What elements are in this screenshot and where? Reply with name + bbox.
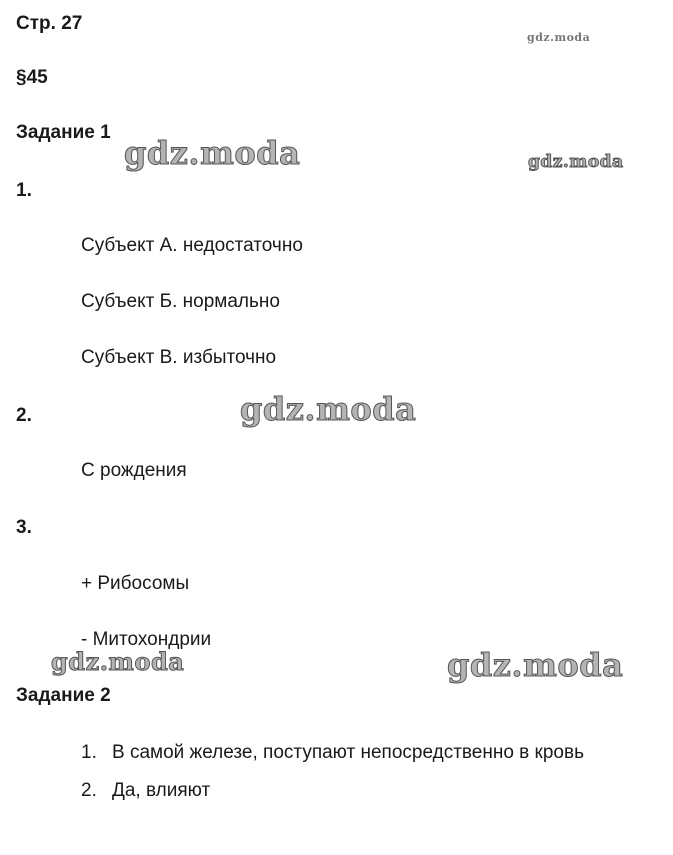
answer-line: - Митохондрии <box>81 629 212 650</box>
answer-line: Субъект А. недостаточно <box>81 235 303 256</box>
list-item-number: 2. <box>81 780 97 801</box>
watermark-logo: gdz.moda <box>527 31 591 44</box>
answer-line: С рождения <box>81 460 187 481</box>
answer-line: Субъект Б. нормально <box>81 291 280 312</box>
list-item-number: 1. <box>81 742 97 763</box>
watermark-logo: gdz.moda <box>240 390 417 428</box>
task2-title: Задание 2 <box>16 685 111 706</box>
answer-line: Субъект В. избыточно <box>81 347 277 368</box>
watermark-logo: gdz.moda <box>447 646 624 684</box>
list-item-text: Да, влияют <box>112 780 211 801</box>
watermark-logo: gdz.moda <box>51 647 185 676</box>
section-number: §45 <box>16 67 48 88</box>
list-item-text: В самой железе, поступают непосредственно в кровь <box>112 742 584 763</box>
question-number: 2. <box>16 405 32 426</box>
watermark-logo: gdz.moda <box>124 134 301 172</box>
task1-title: Задание 1 <box>16 122 111 143</box>
page-number: Стр. 27 <box>16 13 83 34</box>
question-number: 3. <box>16 517 32 538</box>
answer-line: + Рибосомы <box>81 573 190 594</box>
watermark-logo: gdz.moda <box>528 152 624 172</box>
question-number: 1. <box>16 180 32 201</box>
